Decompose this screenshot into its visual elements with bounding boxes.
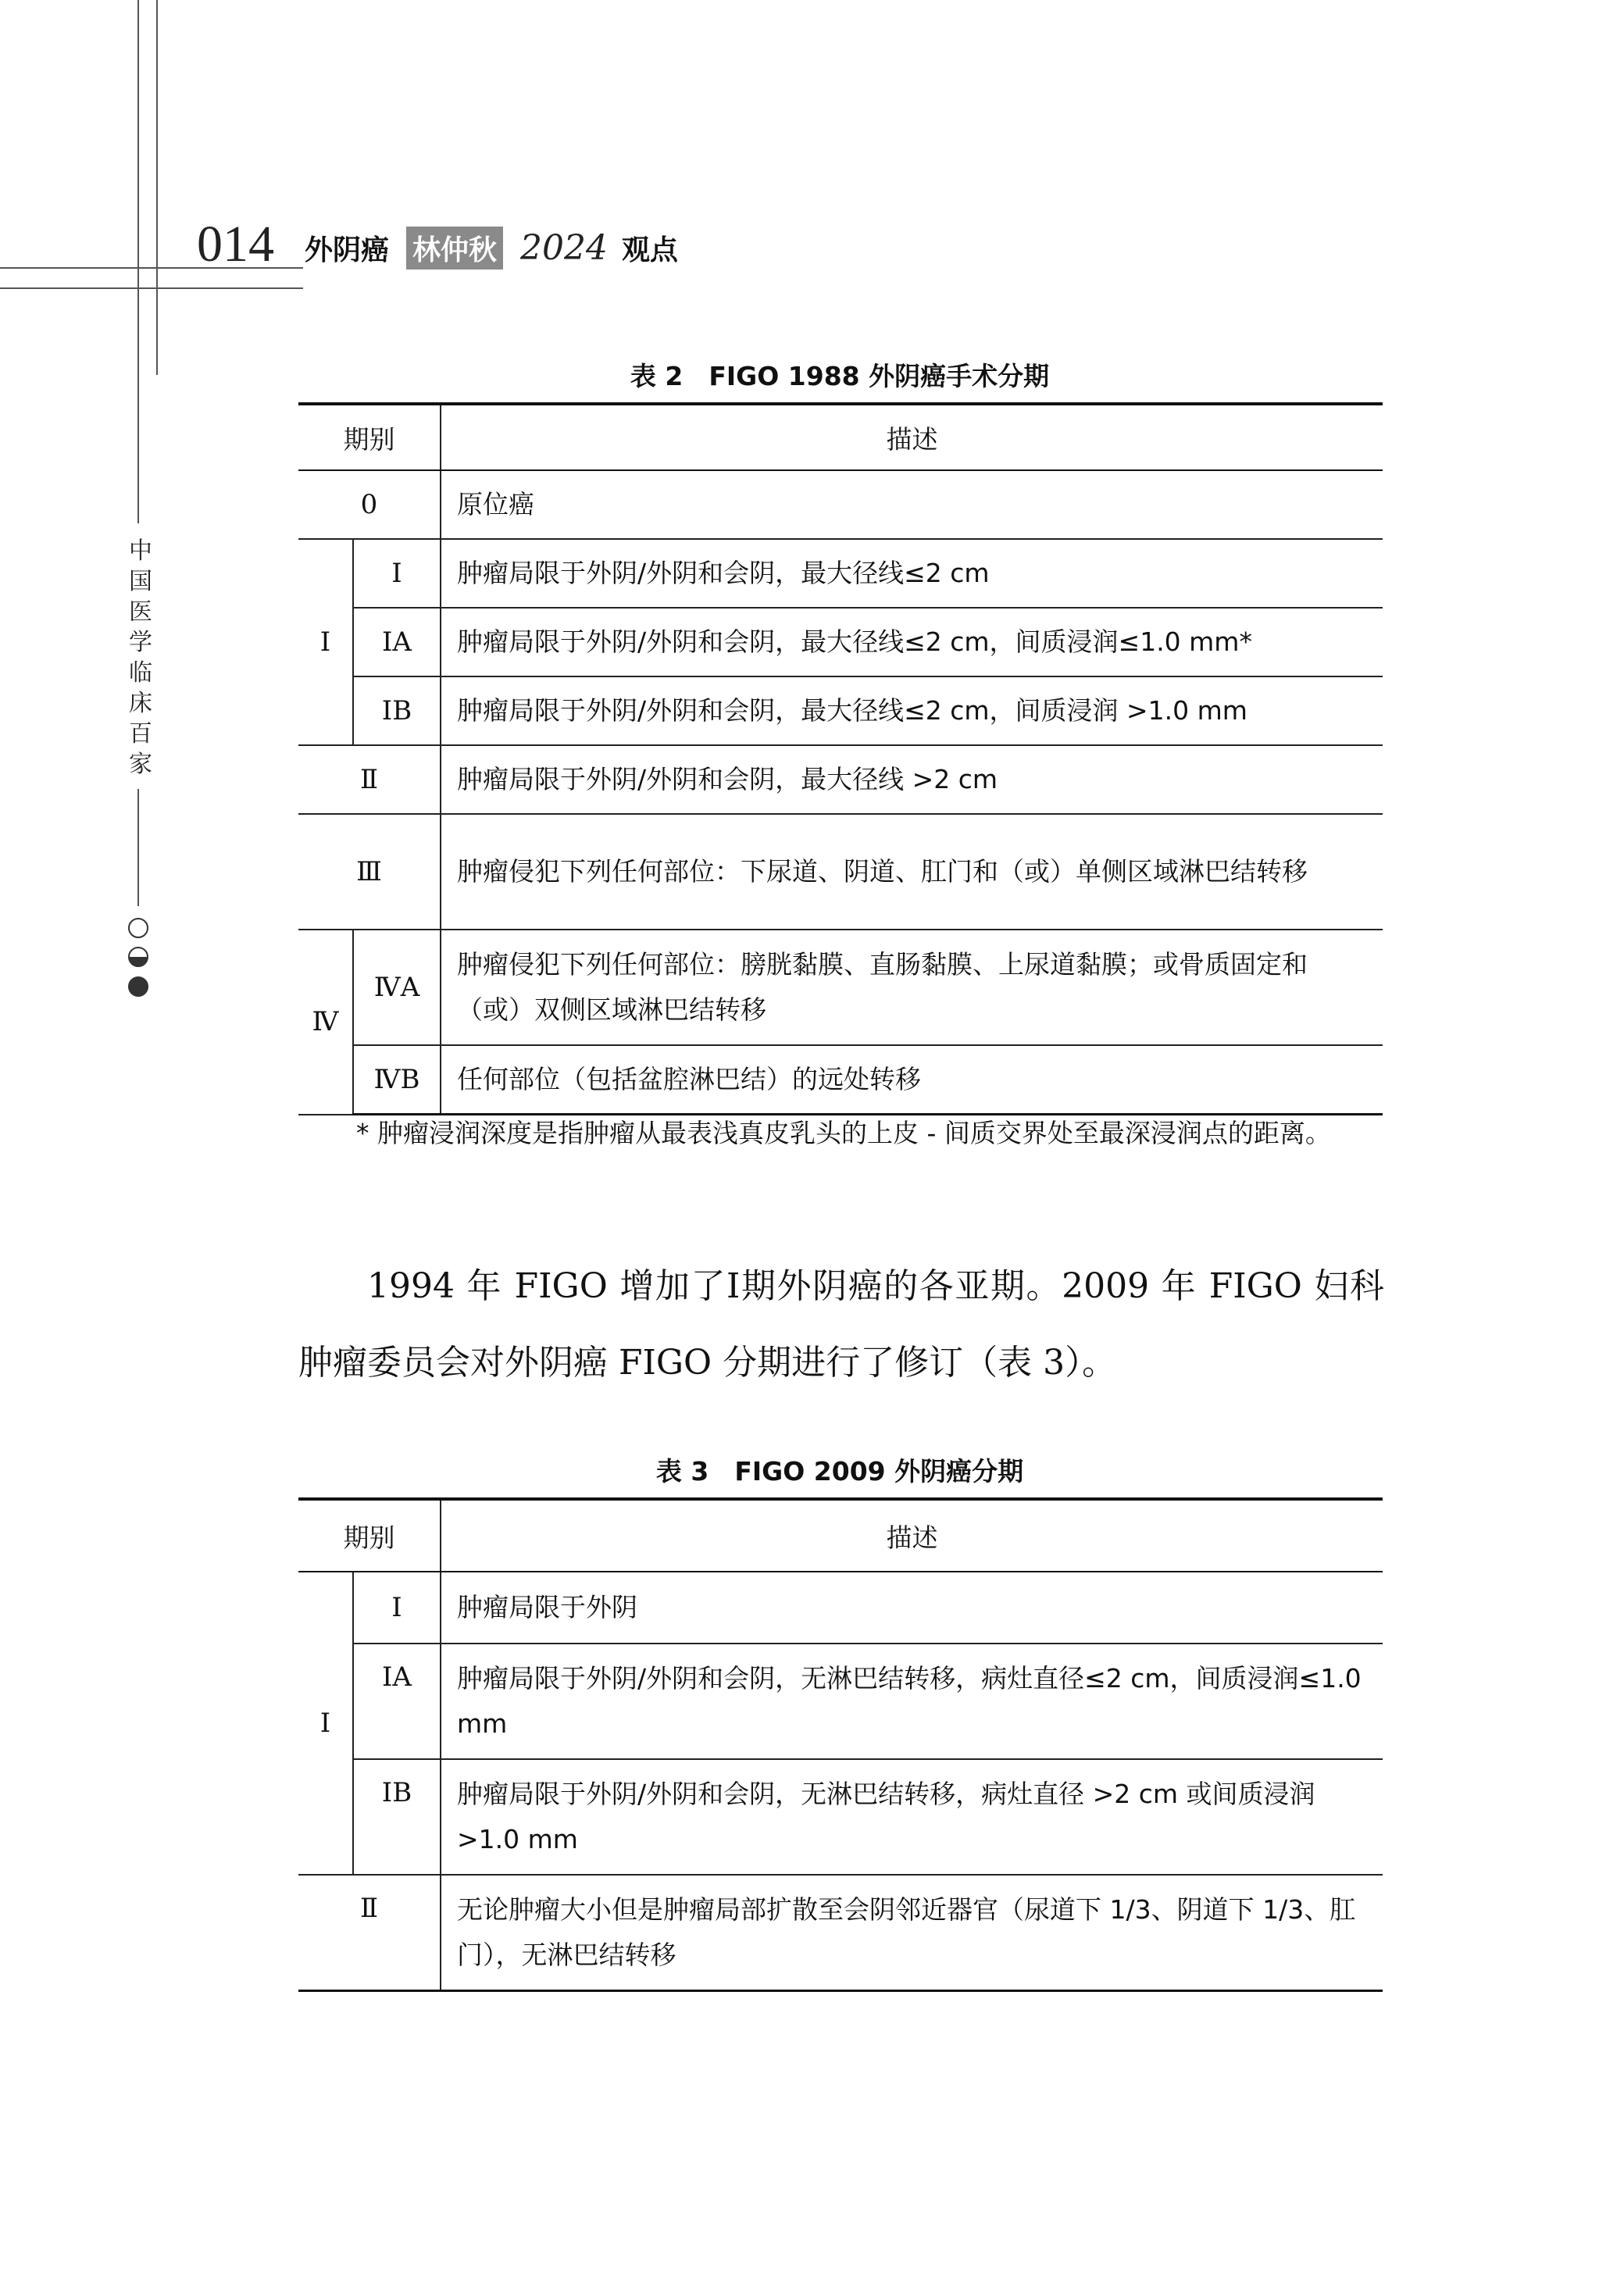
frame-line-vertical-inner <box>156 0 158 375</box>
header-desc: 描述 <box>441 404 1383 470</box>
table-row <box>298 930 1383 1045</box>
circle-filled-icon <box>128 976 148 997</box>
side-char: 床 <box>129 690 152 717</box>
table-header-row <box>298 404 1383 470</box>
table-row <box>298 1875 1383 1990</box>
side-series-label <box>125 536 156 780</box>
author-badge: 林仲秋 <box>406 227 503 269</box>
substage-cell: ⅠB <box>353 676 441 745</box>
table-row <box>298 608 1383 676</box>
stage-cell: Ⅱ <box>298 1875 441 1990</box>
substage-cell: ⅣB <box>353 1045 441 1115</box>
circle-half-icon <box>128 947 148 967</box>
book-title: 外阴癌 <box>305 234 390 266</box>
stage-cell: Ⅱ <box>298 745 441 814</box>
substage-cell: ⅠB <box>353 1759 441 1875</box>
side-char: 国 <box>129 568 152 595</box>
table-row <box>298 814 1383 930</box>
table-row <box>298 539 1383 608</box>
page-number: 014 <box>197 216 274 273</box>
desc-cell: 肿瘤局限于外阴/外阴和会阴，最大径线≤2 cm，间质浸润≤1.0 mm* <box>441 608 1383 676</box>
table-row <box>298 745 1383 814</box>
header-stage: 期别 <box>298 404 441 470</box>
side-char: 临 <box>129 659 152 687</box>
substage-cell: ⅠA <box>353 608 441 676</box>
substage-cell: ⅠA <box>353 1644 441 1759</box>
side-char: 医 <box>129 598 152 626</box>
desc-cell: 肿瘤侵犯下列任何部位：下尿道、阴道、肛门和（或）单侧区域淋巴结转移 <box>441 814 1383 930</box>
body-paragraph: 1994 年 FIGO 增加了Ⅰ期外阴癌的各亚期。2009 年 FIGO 妇科肿瘤委员会对外阴癌 FIGO 分期进行了修订（表 3）。 <box>298 1266 1384 1383</box>
table3 <box>298 1497 1383 1992</box>
header-suffix: 观点 <box>622 234 679 266</box>
desc-cell: 肿瘤局限于外阴/外阴和会阴，最大径线≤2 cm <box>441 539 1383 608</box>
substage-cell: ⅣA <box>353 930 441 1045</box>
table2-footnote: * 肿瘤浸润深度是指肿瘤从最表浅真皮乳头的上皮 - 间质交界处至最深浸润点的距离。 <box>356 1118 1331 1148</box>
substage-cell: Ⅰ <box>353 539 441 608</box>
table2 <box>298 402 1383 1115</box>
side-char: 中 <box>129 537 152 565</box>
desc-cell: 肿瘤侵犯下列任何部位：膀胱黏膜、直肠黏膜、上尿道黏膜；或骨质固定和（或）双侧区域淋巴结转移 <box>441 930 1383 1045</box>
header-stage: 期别 <box>298 1499 441 1572</box>
table2-caption: 表 2 FIGO 1988 外阴癌手术分期 <box>630 361 1050 391</box>
header-desc: 描述 <box>441 1499 1383 1572</box>
header-year: 2024 <box>520 227 609 268</box>
desc-cell: 任何部位（包括盆腔淋巴结）的远处转移 <box>441 1045 1383 1115</box>
side-rule-lower <box>137 789 139 906</box>
stage-group-cell: Ⅳ <box>298 930 353 1115</box>
frame-line-horizontal-bottom <box>0 287 303 289</box>
table-row <box>298 676 1383 745</box>
side-rule-upper <box>137 500 139 523</box>
desc-cell: 肿瘤局限于外阴/外阴和会阴，最大径线 >2 cm <box>441 745 1383 814</box>
side-char: 百 <box>129 720 152 748</box>
stage-cell: Ⅲ <box>298 814 441 930</box>
stage-cell: 0 <box>298 470 441 539</box>
table3-caption: 表 3 FIGO 2009 外阴癌分期 <box>655 1456 1024 1487</box>
circle-empty-icon <box>128 918 148 938</box>
side-char: 家 <box>129 751 152 778</box>
desc-cell: 肿瘤局限于外阴 <box>441 1572 1383 1644</box>
stage-group-cell: Ⅰ <box>298 539 353 745</box>
side-char: 学 <box>129 629 152 656</box>
table-row <box>298 470 1383 539</box>
desc-cell: 原位癌 <box>441 470 1383 539</box>
frame-line-vertical-outer <box>137 0 139 500</box>
desc-cell: 肿瘤局限于外阴/外阴和会阴，无淋巴结转移，病灶直径 >2 cm 或间质浸润 >1.0 mm <box>441 1759 1383 1875</box>
substage-cell: Ⅰ <box>353 1572 441 1644</box>
desc-cell: 肿瘤局限于外阴/外阴和会阴，最大径线≤2 cm，间质浸润 >1.0 mm <box>441 676 1383 745</box>
stage-group-cell: Ⅰ <box>298 1572 353 1875</box>
running-header <box>305 228 678 267</box>
table-row <box>298 1644 1383 1759</box>
desc-cell: 无论肿瘤大小但是肿瘤局部扩散至会阴邻近器官（尿道下 1/3、阴道下 1/3、肛门），无淋巴结转移 <box>441 1875 1383 1990</box>
table-header-row <box>298 1499 1383 1572</box>
table-row <box>298 1759 1383 1875</box>
table-row <box>298 1572 1383 1644</box>
table-row <box>298 1045 1383 1115</box>
desc-cell: 肿瘤局限于外阴/外阴和会阴，无淋巴结转移，病灶直径≤2 cm，间质浸润≤1.0 mm <box>441 1644 1383 1759</box>
